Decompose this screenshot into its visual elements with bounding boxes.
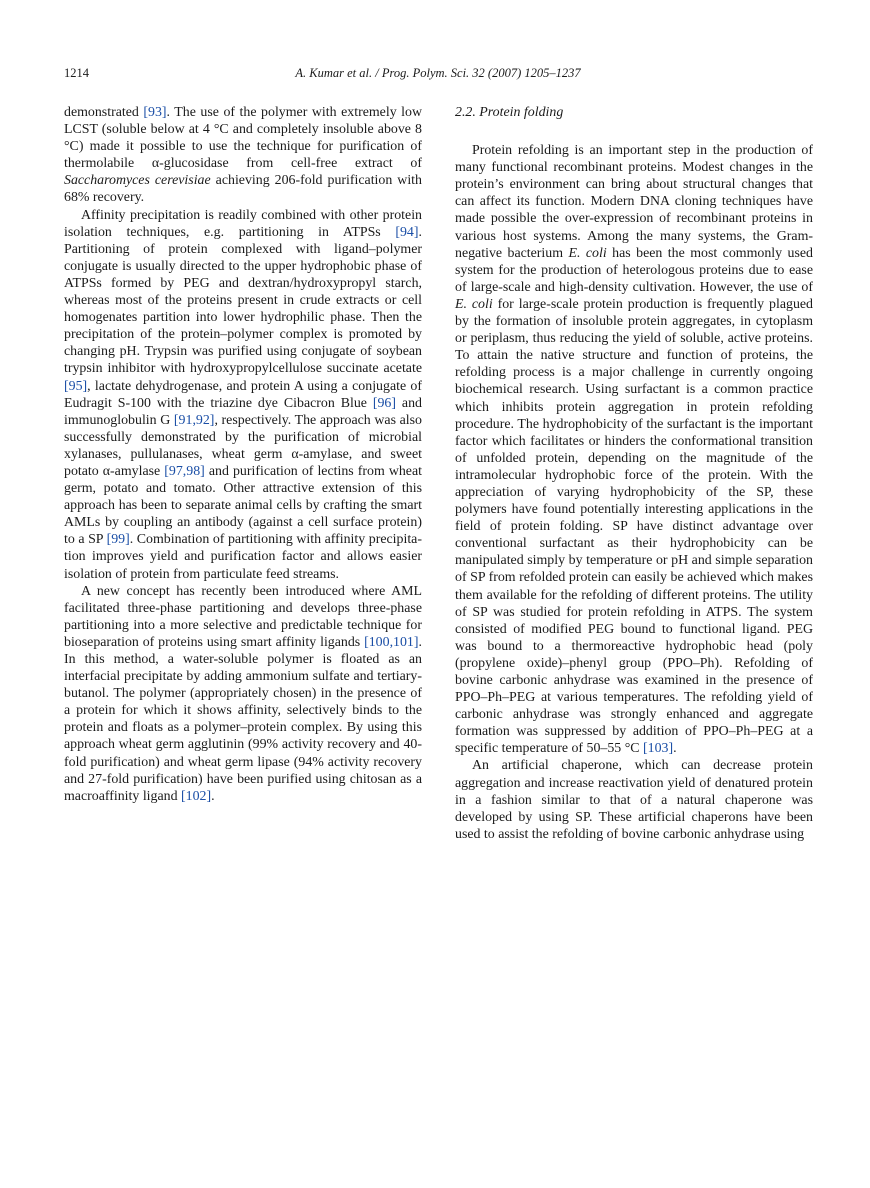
citation-link[interactable]: [103]: [643, 741, 674, 757]
text-run: A new concept has recently been introduced where AML facilitated three-phase partitioning and develops three-phase partitioning into a more selective and predictable technique for bioseparation of proteins using smart affinity ligands: [64, 583, 422, 650]
left-column: [64, 104, 422, 805]
species-name: Saccharomyces cerevisiae: [64, 173, 211, 189]
paragraph: [64, 583, 422, 805]
species-name: E. coli: [455, 296, 493, 312]
citation-link[interactable]: [99]: [106, 532, 130, 548]
citation-link[interactable]: [93]: [143, 105, 167, 120]
text-run: Protein refolding is an important step in the production of many functional recombinant proteins. Modest changes in the protein’s environment can bring about structural changes that can affect its function. Modern DNA cloning techniques have made possible the over-expression of recombinant proteins in various host systems. Among the many systems, the Gram-negative bacterium: [455, 143, 813, 261]
citation-link[interactable]: [100,101]: [364, 634, 419, 650]
text-run: and purification of lectins from wheat germ, potato and tomato. Other attractive extension of this approach has been to separate animal cells by crafting the smart AMLs by coupling an antibody (against a cell surface protein) to a SP: [64, 463, 422, 548]
page-header: [64, 66, 812, 86]
citation-link[interactable]: [91,92]: [173, 412, 215, 428]
section-heading: 2.2. Protein folding: [455, 105, 564, 120]
paragraph: [455, 142, 813, 757]
text-run: Affinity precipitation is readily combined with other protein isolation techniques, e.g. partitioning in ATPSs: [64, 207, 422, 240]
text-run: . The use of the polymer with extremely low LCST (soluble below at 4 °C and completely insoluble above 8 °C) made it possible to use the technique for purification of thermolabile α-glucosidase from cell-free extract of: [64, 105, 423, 172]
text-run: , respectively. The approach was also successfully demonstrated by the purification of microbial xylanases, pullulanases, wheat germ α-amylase, and sweet potato α-amylase: [64, 412, 422, 479]
text-run: . In this method, a water-soluble polymer is floated as an interfacial precipitate by adding ammonium sulfate and tertiary-butanol. The polymer (appropriately chosen) in the presence of a protein for which it shows affinity, selectively binds to the protein and floats as a polymer–protein complex. By using this approach wheat germ agglutinin (99% activity recovery and 40-fold purification) and wheat germ lipase (94% activity recovery and 27-fold purification) have been purified using chitosan as a macroaffinity ligand: [64, 634, 422, 804]
citation-link[interactable]: [96]: [372, 395, 397, 411]
paragraph: [455, 757, 813, 842]
right-column: [455, 104, 813, 843]
text-run: . Combination of partitioning with affinity precipitation improves yield and purification factor and allows easier isolation of protein from particulate feed streams.: [64, 532, 422, 582]
paragraph: [64, 207, 422, 583]
text-run: for large-scale protein production is frequently plagued by the formation of insoluble protein aggregates, in cytoplasm or periplasm, thus reducing the yield of soluble, active proteins. To attain the native structure and function of proteins, the refolding process is a major challenge in currently ongoing biochemical research. Using surfactant is a common practice which inhibits protein aggregation in protein refolding procedure. The hydrophobicity of the surfactant is the important factor which facilitates or hinders the conformational transition of unfolded protein, depending on the magnitude of the intramolecular hydrophobic force of the protein. With the appreciation of varying hydrophobicity of the SP, these polymers have found potentially interesting applications in the field of protein folding. SP have distinct advantage over conventional surfactant as their hydrophobicity can be manipulated simply by temperature or pH and simple separation of SP from refolded protein can easily be achieved which makes them available for the refolding of different proteins. The utility of SP was studied for protein refolding in ATPS. The system consisted of modified PEG bound to functional ligand. PEG was bound to a thermoreactive hydrophobic head (poly (propylene oxide)–phenyl group (PPO–Ph). Refolding of bovine carbonic anhydrase was examined in the presence of PPO–Ph–PEG at various temperatures. The refolding yield of carbonic anhydrase was strongly enhanced and aggregate formation was suppressed by addition of PPO–Ph–PEG at a specific temperature of 50–55 °C: [455, 296, 813, 757]
text-run: and immunoglobulin G: [64, 395, 422, 428]
text-run: . Partitioning of protein complexed with ligand–polymer conjugate is usually directed to the upper hydrophobic phase of ATPSs formed by PEG and dextran/hydroxypropyl starch, whereas most of the proteins present in crude extracts or cell homogenates partition into lower hydrophilic phase. Then the precipitation of the protein–polymer complex is promoted by changing pH. Trypsin was purified using conjugate of soybean trypsin inhibitor with hydroxypropylcellulose succinate acetate: [64, 224, 422, 377]
species-name: E. coli: [568, 245, 607, 261]
page-number: 1214: [64, 66, 89, 80]
text-run: An artificial chaperone, which can decrease protein aggregation and increase reactivation yield of denatured protein in a fashion similar to that of a natural chaperone was developed by using SP. These artificial chaperons have been used to assist the refolding of bovine carbonic anhydrase using: [455, 758, 813, 842]
citation-link[interactable]: [94]: [395, 224, 419, 240]
text-run: demonstrated: [64, 105, 144, 120]
text-run: has been the most commonly used system for the production of heterologous proteins due to ease of large-scale and high-density cultivation. However, the use of: [455, 245, 813, 295]
running-title: A. Kumar et al. / Prog. Polym. Sci. 32 (2007) 1205–1237: [295, 66, 581, 80]
text-run: achieving 206-fold purification with 68% recovery.: [64, 173, 422, 206]
text-run: .: [673, 741, 677, 757]
paragraph: [64, 104, 422, 207]
citation-link[interactable]: [97,98]: [164, 463, 205, 479]
citation-link[interactable]: [95]: [64, 378, 88, 394]
text-run: , lactate dehydrogenase, and protein A using a conjugate of Eudragit S-100 with the triazine dye Cibacron Blue: [64, 378, 422, 411]
citation-link[interactable]: [102]: [181, 788, 212, 804]
text-run: .: [211, 788, 215, 804]
